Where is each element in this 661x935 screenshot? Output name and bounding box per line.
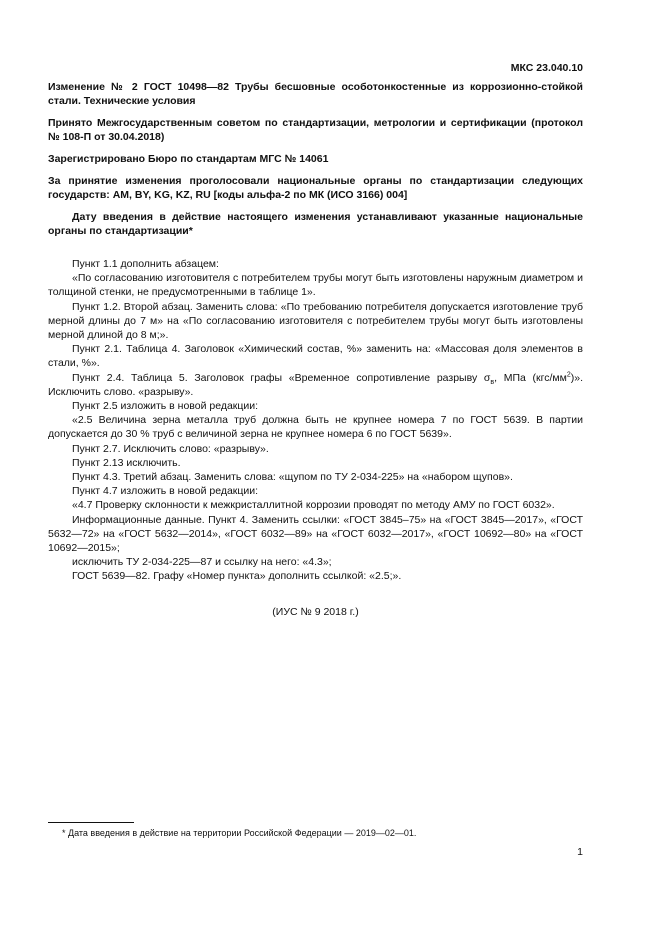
amendment-title: Изменение № 2 ГОСТ 10498—82 Трубы бесшовные особотонкостенные из коррозионно-стойкой стали. Технические условия (48, 81, 583, 107)
paragraph: Пункт 1.1 дополнить абзацем: (72, 258, 219, 270)
text-run: , МПа (кгс/мм (494, 371, 567, 384)
paragraph: Информационные данные. Пункт 4. Заменить ссылки: «ГОСТ 3845–75» на «ГОСТ 3845—2017», «ГОСТ 5632—72» на «ГОСТ 5632—2014», «ГОСТ 6032—89» на «ГОСТ 6032—2017», «ГОСТ 10692—80» на «ГОСТ 10692—2015»; (48, 513, 583, 555)
paragraph (48, 371, 583, 399)
text-run: )». Исключить слово. «разрыву». (48, 371, 583, 398)
subscript: в (490, 378, 495, 386)
page-number: 1 (577, 846, 583, 858)
footnote-divider (48, 822, 134, 823)
paragraph: «4.7 Проверку склонности к межкристаллитной коррозии проводят по методу АМУ по ГОСТ 6032». (72, 499, 555, 512)
paragraph: ГОСТ 5639—82. Графу «Номер пункта» дополнить ссылкой: «2.5;». (72, 570, 402, 583)
superscript: 2 (566, 371, 571, 379)
ius-reference: (ИУС № 9 2018 г.) (272, 605, 359, 618)
paragraph: Пункт 4.7 изложить в новой редакции: (72, 485, 259, 498)
registered-note: Зарегистрировано Бюро по стандартам МГС № 14061 (48, 153, 329, 165)
effective-date-note: Дату введения в действие настоящего изменения устанавливают указанные национальные органы по стандартизации* (48, 211, 583, 237)
text-run: Пункт 2.4. Таблица 5. Заголовок графы «Временное сопротивление разрыву σ (72, 371, 491, 384)
footnote: * Дата введения в действие на территории Российской Федерации — 2019—02—01. (62, 828, 417, 838)
paragraph: Пункт 2.1. Таблица 4. Заголовок «Химический состав, %» заменить на: «Массовая доля элементов в стали, %». (48, 343, 583, 370)
voting-note: За принятие изменения проголосовали национальные органы по стандартизации следующих государств: AM, BY, KG, KZ, RU [коды альфа-2 по МК (ИСО 3166) 004] (48, 175, 583, 201)
classification-code: МКС 23.040.10 (510, 62, 583, 74)
amendment-body (48, 257, 583, 584)
document-content (48, 80, 583, 618)
paragraph: Пункт 1.2. Второй абзац. Заменить слова: «По требованию потребителя допускается изготовление труб мерной длины до 7 м» на «По согласованию изготовителя с потребителем трубы могут быть изготовлены мерной длиной до 8 м;». (48, 300, 583, 342)
paragraph: «2.5 Величина зерна металла труб должна быть не крупнее номера 7 по ГОСТ 5639. В партии допускается до 30 % труб с величиной зерна не крупнее номера 6 по ГОСТ 5639». (48, 414, 583, 441)
paragraph: Пункт 2.7. Исключить слово: «разрыву». (72, 442, 269, 455)
paragraph: «По согласованию изготовителя с потребителем трубы могут быть изготовлены наружным диаметром и толщиной стенки, не предусмотренными в таблице 1». (48, 272, 583, 299)
adopted-note: Принято Межгосударственным советом по стандартизации, метрологии и сертификации (протокол № 108-П от 30.04.2018) (48, 117, 583, 143)
paragraph: Пункт 4.3. Третий абзац. Заменить слова: «щупом по ТУ 2-034-225» на «набором щупов». (72, 471, 513, 484)
paragraph: Пункт 2.5 изложить в новой редакции: (72, 400, 259, 413)
paragraph: исключить ТУ 2-034-225—87 и ссылку на него: «4.3»; (72, 556, 332, 569)
paragraph: Пункт 2.13 исключить. (72, 456, 181, 469)
